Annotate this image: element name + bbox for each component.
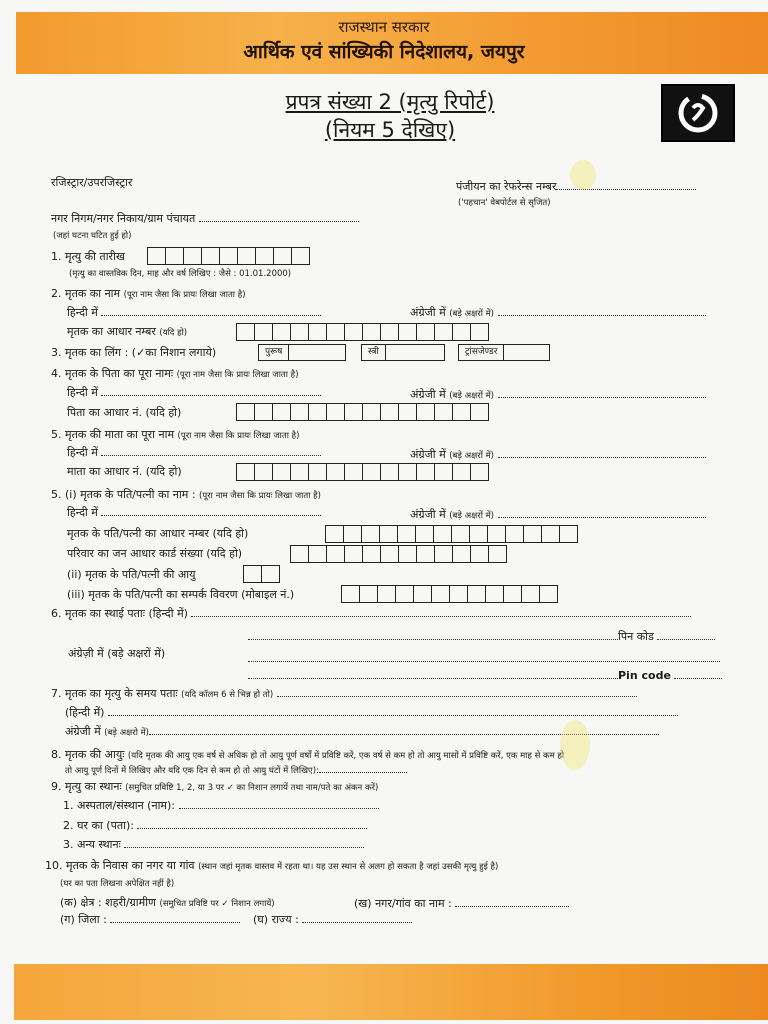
father-aadhaar-boxes[interactable] — [236, 403, 489, 421]
q6-english-line — [248, 652, 720, 665]
ref-note: ('पहचान' वेबपोर्टल से सृजित) — [458, 198, 551, 208]
q4-english: अंग्रेजी में (बड़े अक्षरों में) — [410, 388, 706, 403]
q2-hindi: हिन्दी में — [67, 306, 321, 319]
q5-label: 5. मृतक की माता का पूरा नाम (पूरा नाम जैसा कि प्रायः लिखा जाता है) — [51, 428, 300, 441]
form-title: प्रपत्र संख्या 2 (मृत्यु रिपोर्ट) — [285, 90, 495, 114]
gender-male-option[interactable]: पुरूष — [258, 344, 346, 361]
q5-aadhaar-label: माता का आधार नं. (यदि हो) — [67, 465, 182, 478]
q10-label: 10. मृतक के निवास का नगर या गांव (स्थान जहां मृतक वास्तव में रहता था। यह उस स्थान से अलग हो सकता है जहां उसकी मृत्यु हुई है) — [45, 859, 499, 872]
paper-stain — [570, 160, 596, 190]
deceased-aadhaar-boxes[interactable] — [236, 323, 489, 341]
footer-band — [14, 964, 768, 1020]
spouse-aadhaar-label: मृतक के पति/पत्नी का आधार नम्बर (यदि हो) — [67, 527, 249, 540]
q5-english: अंग्रेजी में (बड़े अक्षरों में) — [410, 448, 706, 463]
paper-stain — [560, 720, 590, 770]
ref-no-label: पंजीयन का रेफरेन्स नम्बर — [456, 180, 696, 193]
pehchan-logo — [661, 84, 735, 142]
q5i-hindi: हिन्दी में — [67, 506, 321, 519]
q8-label: 8. मृतक की आयुः (यदि मृतक की आयु एक वर्ष से अधिक हो तो आयु पूर्ण वर्षों में प्रविष्टि करें, एक वर्ष से कम हो तो आयु मासों में प्रविष्टि करें, एक माह से कम हो — [51, 748, 565, 761]
q6-english-label: अंग्रेज़ी में (बड़े अक्षरों में) — [68, 647, 166, 660]
spouse-aadhaar-boxes[interactable] — [325, 525, 578, 543]
gender-female-option[interactable]: स्त्री — [361, 344, 445, 361]
q7-english: अंग्रेजी में (बड़े अक्षरो में) — [65, 725, 659, 740]
jan-aadhaar-boxes[interactable] — [290, 545, 507, 563]
q9-label: 9. मृत्यु का स्थानः (समुचित प्रविष्टि 1, 2, या 3 पर ✓ का निशान लगायें तथा नाम/पते का अंकन करें) — [51, 780, 379, 793]
q10-town: (ख) नगर/गांव का नाम : — [354, 897, 569, 910]
spouse-contact-label: (iii) मृतक के पति/पत्नी का सम्पर्क विवरण (मोबाइल नं.) — [67, 588, 295, 601]
registrar-label: रजिस्ट्रार/उपरजिस्ट्रार — [51, 176, 133, 189]
q10-note: (घर का पता लिखना अपेक्षित नहीं है) — [60, 879, 175, 889]
q7-hindi: (हिन्दी में) — [65, 706, 678, 719]
q1-label: 1. मृत्यु की तारीख — [51, 250, 125, 263]
directorate-name: आर्थिक एवं सांख्यिकी निदेशालय, जयपुर — [243, 41, 525, 63]
municipal-label: नगर निगम/नगर निकाय/ग्राम पंचायत — [51, 212, 359, 225]
q4-aadhaar-label: पिता का आधार नं. (यदि हो) — [67, 406, 182, 419]
rule-note: (नियम 5 देखिए) — [324, 118, 456, 142]
q1-note: (मृत्यु का वास्तविक दिन, माह और वर्ष लिखिए : जैसे : 01.01.2000) — [69, 269, 292, 279]
q2-english: अंग्रेजी में (बड़े अक्षरों में) — [410, 306, 706, 321]
q8-note: तो आयु पूर्ण दिनों में लिखिए और यदि एक दिन से कम हो तो आयु घंटों में लिखिए): — [65, 763, 407, 778]
q9-other: 3. अन्य स्थानः — [63, 838, 364, 851]
spouse-age-boxes[interactable] — [243, 565, 280, 583]
q10-state: (घ) राज्य : — [253, 913, 412, 926]
spouse-age-label: (ii) मृतक के पति/पत्नी की आयु — [67, 568, 196, 581]
death-date-boxes[interactable] — [147, 247, 310, 265]
q9-home: 2. घर का (पता): — [63, 819, 367, 832]
spouse-mobile-boxes[interactable] — [341, 585, 558, 603]
q4-label: 4. मृतक के पिता का पूरा नामः (पूरा नाम जैसा कि प्रायः लिखा जाता है) — [51, 367, 299, 380]
q7-label: 7. मृतक का मृत्यु के समय पताः (यदि कॉलम 6 से भिन्न हो तो) — [51, 687, 637, 702]
q5i-english: अंग्रेजी में (बड़े अक्षरों में) — [410, 508, 706, 523]
q10-area: (क) क्षेत्र : शहरी/ग्रामीण (समुचित प्रविष्टि पर ✓ निशान लगायें) — [60, 896, 275, 909]
q6-label: 6. मृतक का स्थाई पताः (हिन्दी में) — [51, 607, 691, 620]
q2-aadhaar-label: मृतक का आधार नम्बर (यदि हो) — [67, 325, 188, 338]
jan-aadhaar-label: परिवार का जन आधार कार्ड संख्या (यदि हो) — [67, 547, 243, 560]
q9-hospital: 1. अस्पताल/संस्थान (नाम): — [63, 799, 379, 812]
q5-hindi: हिन्दी में — [67, 446, 321, 459]
q6-pincode-row: Pin code — [248, 669, 722, 682]
q10-district: (ग) जिला : — [60, 913, 240, 926]
q3-label: 3. मृतक का लिंग : (✓का निशान लगाये) — [51, 346, 217, 359]
q4-hindi: हिन्दी में — [67, 386, 321, 399]
mother-aadhaar-boxes[interactable] — [236, 463, 489, 481]
q2-label: 2. मृतक का नाम (पूरा नाम जैसा कि प्रायः लिखा जाता है) — [51, 287, 246, 300]
gender-trans-option[interactable]: ट्रांसजेण्डर — [458, 344, 550, 361]
q5i-label: 5. (i) मृतक के पति/पत्नी का नाम : (पूरा नाम जैसा कि प्रायः लिखा जाता है) — [51, 488, 321, 501]
government-name: राजस्थान सरकार — [338, 18, 430, 36]
municipal-note: (जहां घटना घटित हुई हो) — [53, 231, 132, 241]
q6-pin-row: पिन कोड — [248, 630, 715, 643]
